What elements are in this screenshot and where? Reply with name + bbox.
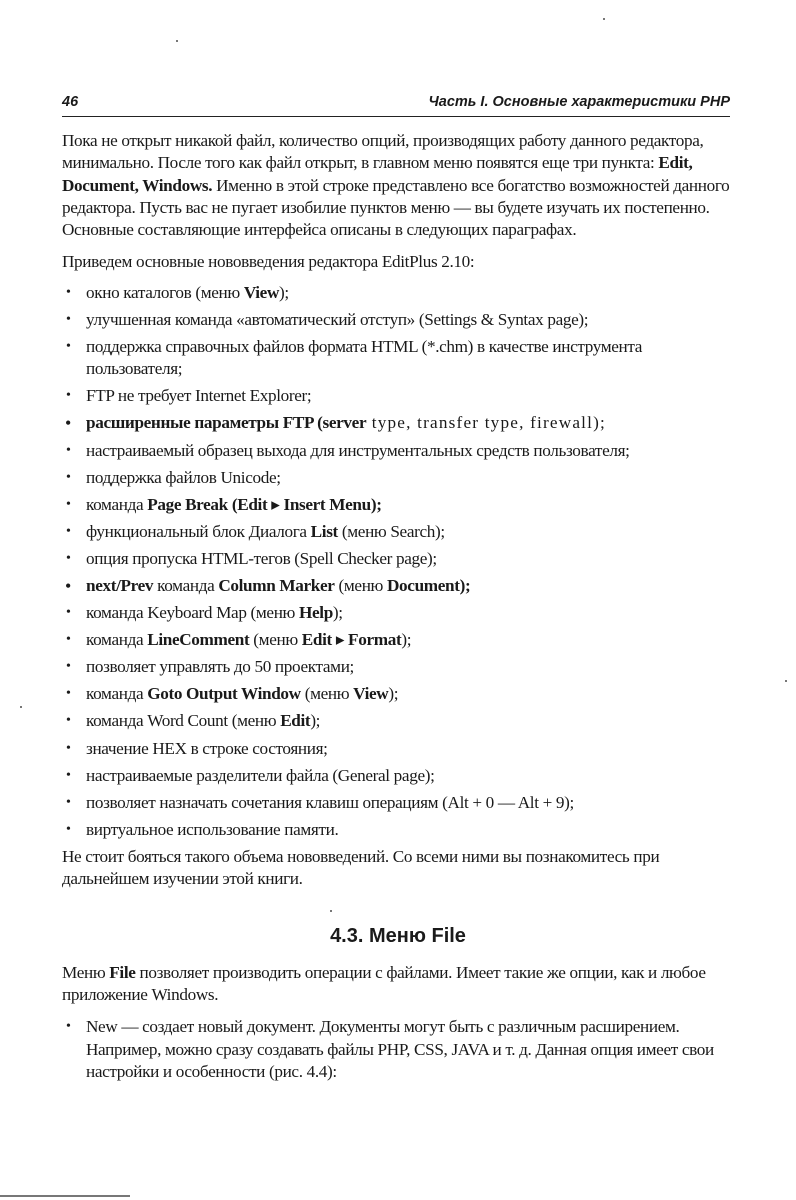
running-title: Часть I. Основные характеристики PHP	[428, 94, 730, 110]
text-run: команда	[86, 494, 148, 514]
bullet-item	[62, 282, 734, 304]
text-run: FTP не требует Internet Explorer;	[86, 386, 312, 406]
text-run: опция пропуска HTML-тегов (Spell Checker page);	[86, 548, 437, 568]
text-run: type, transfer type, firewall);	[366, 413, 607, 433]
text-run: Меню	[62, 962, 110, 982]
features-list	[62, 282, 734, 841]
text-run: позволяет управлять до 50 проектами;	[86, 657, 354, 677]
bullet-item	[62, 765, 734, 787]
bullet-item	[62, 575, 734, 597]
text-run: команда	[153, 576, 219, 596]
text-run: команда	[86, 630, 148, 650]
text-run: настраиваемые разделители файла (General page);	[86, 765, 435, 785]
bullet-item	[62, 738, 734, 760]
text-run: поддержка файлов Unicode;	[86, 467, 281, 487]
page-number: 46	[62, 94, 79, 110]
bullet-item	[62, 467, 734, 489]
scan-speck	[785, 680, 787, 682]
text-run: (меню	[300, 684, 354, 704]
text-run: улучшенная команда «автоматический отступ» (Settings & Syntax page);	[86, 309, 589, 329]
bullet-item	[62, 710, 734, 732]
text-run: команда Word Count (меню	[86, 711, 281, 731]
text-run: Именно в этой строке представлено все богатство возможностей данного редактора. Пусть вас не пугает изобилие пунктов меню — вы будете изучать их постепенно. Основные составляющие интерфейса описаны в следующих параграфах.	[62, 175, 730, 240]
text-run: значение HEX в строке состояния;	[86, 738, 328, 758]
text-run: );	[388, 684, 399, 704]
text-run: позволяет производить операции с файлами. Имеет такие же опции, как и любое приложение Windows.	[62, 962, 706, 1005]
bullet-item	[62, 385, 734, 407]
bullet-item	[62, 1016, 734, 1083]
bold-term: Edit ▸ Format	[301, 630, 402, 650]
bold-term: View	[243, 282, 280, 302]
bullet-item	[62, 819, 734, 841]
text-run: );	[310, 711, 321, 731]
bullet-item	[62, 309, 734, 331]
bullet-item	[62, 521, 734, 543]
closing-paragraph: Не стоит бояться такого объема нововведений. Со всеми ними вы познакомитесь при дальнейшем изучении этой книги.	[62, 846, 660, 889]
text-run: (меню Search);	[337, 521, 445, 541]
text-run: поддержка справочных файлов формата HTML (*.chm) в качестве инструмента пользователя;	[86, 336, 643, 379]
text-run: настраиваемый образец выхода для инструментальных средств пользователя;	[86, 440, 630, 460]
bold-term: Edit	[280, 711, 311, 731]
bullet-item	[62, 629, 734, 651]
intro-lead-paragraph: Приведем основные нововведения редактора EditPlus 2.10:	[62, 252, 475, 272]
text-run: команда	[86, 684, 148, 704]
bullet-item	[62, 792, 734, 814]
scan-speck	[176, 40, 178, 42]
bold-term: File	[109, 962, 136, 982]
scan-speck	[0, 1195, 130, 1197]
text-run: New — создает новый документ. Документы могут быть с различным расширением. Например, можно сразу создавать файлы PHP, CSS, JAVA и т. д. Данная опция имеет свои настройки и особенности (рис. 4.4):	[86, 1017, 714, 1082]
text-run: (меню	[334, 576, 387, 596]
bullet-item	[62, 494, 734, 516]
section-heading: 4.3. Меню File	[330, 924, 466, 947]
running-header	[62, 92, 730, 117]
intro-paragraph	[62, 130, 734, 241]
text-run: (меню	[249, 630, 302, 650]
scan-speck	[20, 706, 22, 708]
text-run: );	[279, 282, 289, 302]
page-body	[62, 130, 734, 1088]
bullet-item	[62, 412, 734, 434]
bold-term: next/Prev	[86, 576, 154, 596]
text-run: команда Keyboard Map (меню	[86, 603, 299, 623]
bold-term: Goto Output Window	[147, 684, 301, 704]
bold-term: List	[310, 521, 338, 541]
text-run: функциональный блок Диалога	[86, 521, 311, 541]
bold-term: Help	[298, 603, 333, 623]
bullet-item	[62, 683, 734, 705]
bullet-item	[62, 656, 734, 678]
bold-term: LineComment	[147, 630, 250, 650]
bold-term: Page Break (Edit ▸ Insert Menu);	[147, 494, 382, 514]
text-run: окно каталогов (меню	[86, 282, 244, 302]
bullet-item	[62, 440, 734, 462]
bold-term: Document);	[386, 576, 471, 596]
text-run: );	[332, 603, 343, 623]
bold-term: Column Marker	[218, 576, 335, 596]
section-paragraph	[62, 962, 734, 1007]
text-run: Пока не открыт никакой файл, количество опций, производящих работу данного редактора, минимально. После того как файл открыт, в главном меню появятся еще три пункта:	[62, 131, 704, 173]
scan-speck	[603, 18, 605, 20]
bullet-item	[62, 548, 734, 570]
text-run: );	[401, 630, 412, 650]
scan-speck	[330, 910, 332, 912]
bullet-item	[62, 602, 734, 624]
bullet-item	[62, 336, 734, 381]
bold-term: Edit, Document, Windows.	[62, 153, 693, 195]
text-run: позволяет назначать сочетания клавиш операциям (Alt + 0 — Alt + 9);	[86, 792, 574, 812]
text-run: виртуальное использование памяти.	[86, 819, 339, 839]
bold-term: расширенные параметры FTP (server	[86, 413, 367, 433]
file-menu-list	[62, 1016, 734, 1083]
bold-term: View	[353, 684, 389, 704]
